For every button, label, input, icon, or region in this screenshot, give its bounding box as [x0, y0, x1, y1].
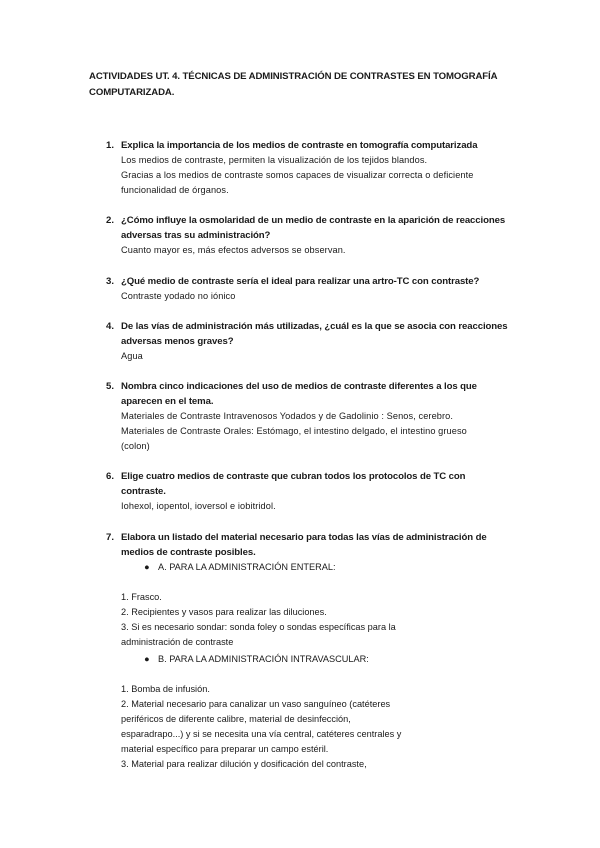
question-text: ¿Cómo influye la osmolaridad de un medio de contraste en la aparición de reacciones adversas tras su administración?: [121, 215, 506, 241]
list-item: 2. Material necesario para canalizar un vaso sanguíneo (catéteres: [121, 699, 391, 709]
question-number: 1.: [106, 140, 115, 151]
document-title: [89, 69, 529, 101]
answer-text: Los medios de contraste, permiten la visualización de los tejidos blandos. Gracias a los medios de contraste somos capaces de visualizar correcta o deficiente funcionalidad de órganos.: [121, 155, 474, 195]
question-text: De las vías de administración más utilizadas, ¿cuál es la que se asocia con reacciones adversas menos graves?: [121, 321, 508, 347]
question-number: 3.: [106, 276, 115, 287]
answer-text: Agua: [121, 351, 143, 361]
bullet-dot-icon: ●: [144, 654, 150, 664]
question-text: Elabora un listado del material necesario para todas las vías de administración de medios de contraste posibles.: [121, 532, 487, 558]
title-line: ACTIVIDADES UT. 4. TÉCNICAS DE ADMINISTRACIÓN DE CONTRASTES EN TOMOGRAFÍA: [89, 71, 498, 82]
list-item: periféricos de diferente calibre, material de desinfección,: [121, 714, 351, 724]
list-item: administración de contraste: [121, 637, 234, 647]
question-text: Nombra cinco indicaciones del uso de medios de contraste diferentes a los que aparecen en el tema.: [121, 381, 477, 407]
question-text: Elige cuatro medios de contraste que cubran todos los protocolos de TC con contraste.: [121, 471, 466, 497]
list-item: 1. Bomba de infusión.: [121, 684, 210, 694]
bullet-label: A. PARA LA ADMINISTRACIÓN ENTERAL:: [158, 562, 336, 572]
answer-text: Cuanto mayor es, más efectos adversos se observan.: [121, 245, 346, 255]
bullet-dot-icon: ●: [144, 562, 150, 572]
question-number: 5.: [106, 381, 115, 392]
bullet-item: [144, 652, 369, 667]
bullet-label: B. PARA LA ADMINISTRACIÓN INTRAVASCULAR:: [158, 654, 369, 664]
question-number: 7.: [106, 532, 115, 543]
list-item: 3. Si es necesario sondar: sonda foley o sondas específicas para la: [121, 622, 396, 632]
material-list-enteral: [121, 590, 521, 650]
title-line: COMPUTARIZADA.: [89, 87, 175, 98]
list-item: esparadrapo...) y si se necesita una vía central, catéteres centrales y: [121, 729, 402, 739]
list-item: 1. Frasco.: [121, 592, 162, 602]
list-item: material específico para preparar un campo estéril.: [121, 744, 329, 754]
question-number: 6.: [106, 471, 115, 482]
question-number: 4.: [106, 321, 115, 332]
bullet-item: [144, 560, 336, 575]
list-item: 2. Recipientes y vasos para realizar las diluciones.: [121, 607, 327, 617]
answer-text: Contraste yodado no iónico: [121, 291, 236, 301]
material-list-intravascular: [121, 682, 521, 772]
question-number: 2.: [106, 215, 115, 226]
question-text: ¿Qué medio de contraste sería el ideal para realizar una artro-TC con contraste?: [121, 276, 480, 287]
question-text: Explica la importancia de los medios de contraste en tomografía computarizada: [121, 140, 478, 151]
list-item: 3. Material para realizar dilución y dosificación del contraste,: [121, 759, 367, 769]
answer-text: Materiales de Contraste Intravenosos Yodados y de Gadolinio : Senos, cerebro. Materiales de Contraste Orales: Estómago, el intestino delgado, el intestino grueso (colon): [121, 411, 467, 451]
answer-text: Iohexol, iopentol, ioversol e iobitridol.: [121, 501, 276, 511]
